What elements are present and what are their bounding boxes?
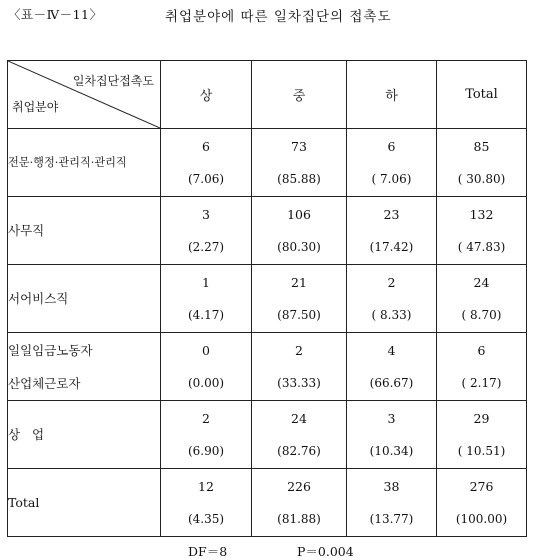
cell-percent: ( 8.70) <box>461 307 502 322</box>
cell-count: 85 <box>473 138 490 154</box>
cell-percent: ( 30.80) <box>457 171 506 186</box>
column-header-total: Total <box>437 61 527 129</box>
column-header-mid: 중 <box>252 61 347 129</box>
row-header <box>8 265 161 333</box>
table-cell <box>252 197 347 265</box>
table-cell <box>161 129 252 197</box>
cell-percent: (85.88) <box>277 171 321 186</box>
row-label: 사무직 <box>8 223 45 238</box>
table-cell <box>252 333 347 401</box>
crosstab-table <box>7 60 527 537</box>
corner-header-cell <box>8 61 161 129</box>
cell-count: 6 <box>477 342 486 358</box>
cell-count: 3 <box>202 206 210 222</box>
row-header <box>8 129 161 197</box>
row-label: 전문·행정·관리직·관리직 <box>8 156 127 169</box>
cell-percent: (2.27) <box>187 239 225 254</box>
table-cell <box>252 401 347 469</box>
table-cell <box>252 265 347 333</box>
table-cell <box>437 265 527 333</box>
cell-count: 24 <box>291 410 307 426</box>
table-row <box>8 333 527 401</box>
row-label: 서어비스직 <box>8 291 69 306</box>
column-header-low: 하 <box>347 61 437 129</box>
row-variable-label: 취업분야 <box>12 100 59 114</box>
cell-percent: (0.00) <box>187 375 225 390</box>
table-cell <box>437 401 527 469</box>
cell-count: 3 <box>387 410 396 426</box>
row-header <box>8 197 161 265</box>
table-row-total <box>8 469 527 537</box>
cell-count: 23 <box>383 206 400 222</box>
cell-count: 29 <box>473 410 490 426</box>
header-row <box>8 61 527 129</box>
table-cell <box>161 265 252 333</box>
cell-percent: (4.17) <box>187 307 225 322</box>
row-header <box>8 469 161 537</box>
cell-count: 226 <box>287 478 311 494</box>
cell-percent: (7.06) <box>187 171 225 186</box>
cell-count: 38 <box>383 478 400 494</box>
cell-percent: (82.76) <box>277 443 321 458</box>
row-label: 산업체근로자 <box>8 375 81 391</box>
table-cell <box>161 401 252 469</box>
cell-percent: (80.30) <box>277 239 321 254</box>
cell-percent: (17.42) <box>369 239 414 254</box>
table-cell <box>437 129 527 197</box>
cell-percent: ( 2.17) <box>461 375 502 390</box>
cell-percent: (66.67) <box>369 375 414 390</box>
cell-count: 4 <box>387 342 396 358</box>
table-cell <box>347 401 437 469</box>
cell-count: 73 <box>291 138 307 154</box>
table-row <box>8 197 527 265</box>
table-cell <box>437 197 527 265</box>
cell-count: 106 <box>287 206 311 222</box>
row-header <box>8 333 161 401</box>
table-row <box>8 401 527 469</box>
table-row <box>8 265 527 333</box>
table-row <box>8 129 527 197</box>
row-label: 일일임금노동자 <box>8 342 93 358</box>
table-cell <box>252 469 347 537</box>
column-variable-label: 일차집단접촉도 <box>72 74 154 88</box>
cell-count: 24 <box>473 274 490 290</box>
cell-count: 2 <box>387 274 396 290</box>
table-label: 〈표－Ⅳ－11〉 <box>8 7 103 22</box>
cell-percent: (6.90) <box>187 443 225 458</box>
cell-count: 2 <box>202 410 210 426</box>
table-cell <box>347 333 437 401</box>
table-cell <box>347 129 437 197</box>
table-title: 취업분야에 따른 일차집단의 접촉도 <box>165 9 392 25</box>
degrees-of-freedom: DF＝8 <box>188 544 228 559</box>
cell-percent: (13.77) <box>369 511 414 526</box>
table-cell <box>437 469 527 537</box>
cell-percent: ( 47.83) <box>457 239 506 254</box>
row-label: 상 업 <box>8 427 45 442</box>
table-cell <box>347 197 437 265</box>
table-cell <box>347 265 437 333</box>
table-cell <box>347 469 437 537</box>
table-cell <box>437 333 527 401</box>
cell-percent: (81.88) <box>277 511 321 526</box>
cell-percent: (10.34) <box>369 443 414 458</box>
row-header <box>8 401 161 469</box>
cell-percent: ( 10.51) <box>457 443 506 458</box>
cell-percent: (33.33) <box>277 375 321 390</box>
table-cell <box>161 469 252 537</box>
p-value: P＝0.004 <box>297 544 354 559</box>
cell-count: 0 <box>202 342 210 358</box>
cell-count: 6 <box>202 138 210 154</box>
cell-count: 12 <box>198 478 214 494</box>
cell-count: 1 <box>202 274 210 290</box>
table-cell <box>252 129 347 197</box>
cell-percent: (4.35) <box>187 511 225 526</box>
table-cell <box>161 333 252 401</box>
table-cell <box>161 197 252 265</box>
row-label: Total <box>8 495 40 510</box>
cell-count: 276 <box>469 478 494 494</box>
cell-percent: (87.50) <box>277 307 321 322</box>
cell-count: 132 <box>469 206 494 222</box>
cell-count: 6 <box>387 138 396 154</box>
cell-count: 2 <box>295 342 303 358</box>
cell-count: 21 <box>291 274 307 290</box>
cell-percent: ( 8.33) <box>371 307 412 322</box>
cell-percent: ( 7.06) <box>371 171 412 186</box>
cell-percent: (100.00) <box>455 511 508 526</box>
column-header-high: 상 <box>161 61 252 129</box>
